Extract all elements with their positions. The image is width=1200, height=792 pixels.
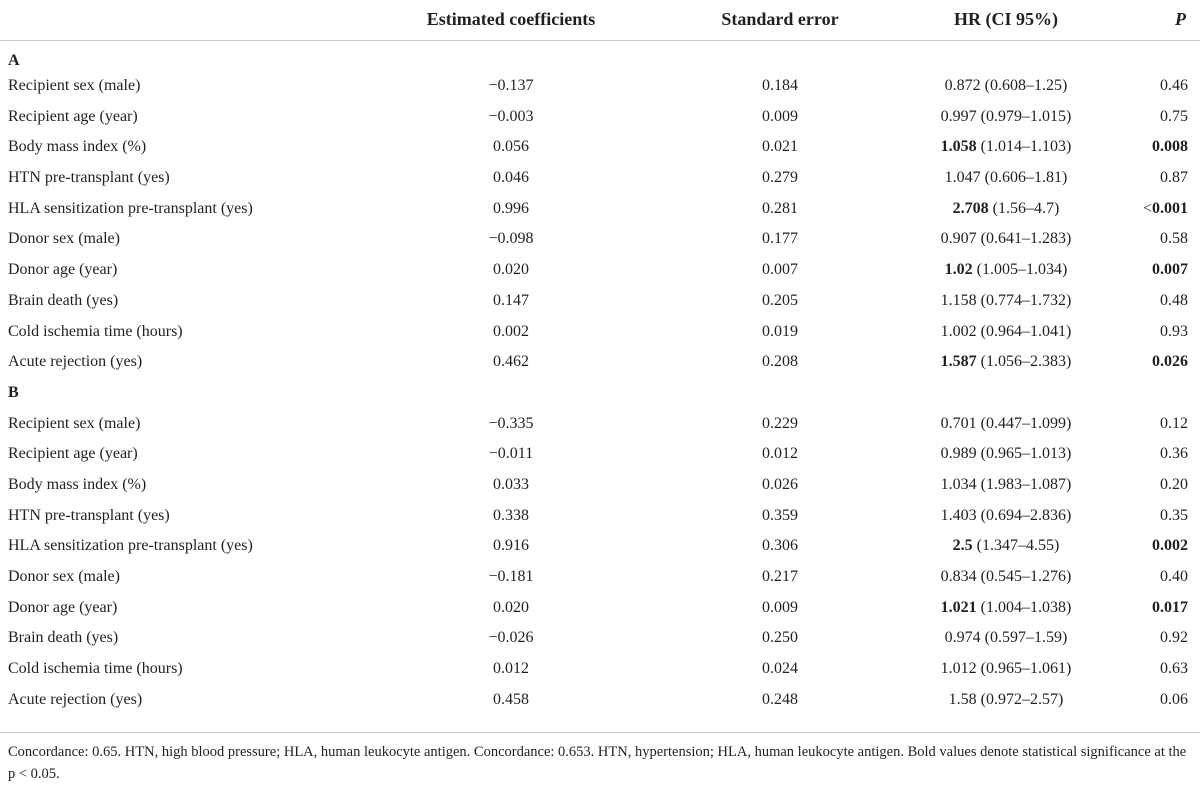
p-value-cell — [1122, 224, 1200, 255]
p-value-cell — [1122, 562, 1200, 593]
p-value: 0.06 — [1160, 690, 1188, 708]
p-value-cell — [1122, 101, 1200, 132]
table-row — [0, 623, 1200, 654]
table-row — [0, 286, 1200, 317]
p-value-cell — [1122, 193, 1200, 224]
p-value-prefix: < — [1142, 199, 1152, 217]
p-value: 0.12 — [1160, 414, 1188, 432]
standard-error-value: 0.019 — [762, 322, 798, 340]
hazard-ratio-point: 0.872 — [944, 77, 981, 95]
coefficient-value: −0.011 — [488, 445, 534, 463]
hazard-ratio-cell — [890, 562, 1122, 593]
standard-error-value: 0.007 — [762, 261, 798, 279]
hazard-ratio-point: 2.708 — [952, 199, 989, 217]
table-row — [0, 163, 1200, 194]
standard-error-value: 0.208 — [762, 353, 798, 371]
hazard-ratio-point: 1.034 — [940, 475, 977, 493]
p-value: 0.92 — [1160, 629, 1188, 647]
table-row — [0, 101, 1200, 132]
coefficient-value: −0.181 — [488, 568, 534, 586]
hazard-ratio-cell — [890, 500, 1122, 531]
table-row — [0, 500, 1200, 531]
coefficient-value: −0.026 — [488, 629, 534, 647]
standard-error-value: 0.281 — [762, 199, 798, 217]
hazard-ratio-point: 2.5 — [952, 537, 973, 555]
hazard-ratio-cell — [890, 531, 1122, 562]
variable-label: Brain death (yes) — [8, 291, 119, 309]
p-value: 0.20 — [1160, 475, 1188, 493]
variable-label: Brain death (yes) — [8, 629, 119, 647]
hazard-ratio-ci: (0.545–1.276) — [976, 568, 1072, 586]
section-row — [0, 40, 1200, 71]
standard-error-value: 0.217 — [762, 568, 798, 586]
hazard-ratio-cell — [890, 286, 1122, 317]
p-value: 0.35 — [1160, 506, 1188, 524]
table-row — [0, 531, 1200, 562]
standard-error-value: 0.279 — [762, 169, 798, 187]
hazard-ratio-ci: (1.56–4.7) — [988, 199, 1060, 217]
header-estimated-coefficients: Estimated coefficients — [352, 0, 670, 40]
hazard-ratio-cell — [890, 623, 1122, 654]
variable-label: Recipient age (year) — [8, 445, 138, 463]
p-value-cell — [1122, 684, 1200, 715]
p-value-cell — [1122, 408, 1200, 439]
p-value-cell — [1122, 347, 1200, 378]
hazard-ratio-cell — [890, 71, 1122, 102]
variable-label: Donor sex (male) — [8, 568, 120, 586]
table-row — [0, 255, 1200, 286]
standard-error-value: 0.009 — [762, 107, 798, 125]
hazard-ratio-ci: (0.979–1.015) — [976, 107, 1072, 125]
hazard-ratio-point: 0.974 — [944, 629, 981, 647]
hazard-ratio-point: 1.012 — [940, 660, 977, 678]
standard-error-value: 0.248 — [762, 690, 798, 708]
p-value-cell — [1122, 592, 1200, 623]
coefficient-value: 0.338 — [493, 506, 529, 524]
hazard-ratio-ci: (0.447–1.099) — [976, 414, 1072, 432]
coefficient-value: −0.137 — [488, 77, 534, 95]
hazard-ratio-cell — [890, 101, 1122, 132]
coefficient-value: −0.003 — [488, 107, 534, 125]
p-value: 0.46 — [1160, 77, 1188, 95]
hazard-ratio-cell — [890, 224, 1122, 255]
p-value: 0.001 — [1152, 199, 1188, 217]
hazard-ratio-ci: (0.972–2.57) — [976, 690, 1064, 708]
standard-error-value: 0.205 — [762, 291, 798, 309]
coefficient-value: 0.996 — [493, 199, 529, 217]
hazard-ratio-point: 0.989 — [940, 445, 977, 463]
coefficient-value: 0.056 — [493, 138, 529, 156]
coefficient-value: 0.033 — [493, 475, 529, 493]
hazard-ratio-point: 1.058 — [940, 138, 977, 156]
table-row — [0, 71, 1200, 102]
coefficient-value: −0.098 — [488, 230, 534, 248]
p-value: 0.017 — [1152, 598, 1188, 616]
hazard-ratio-ci: (1.005–1.034) — [972, 261, 1068, 279]
p-value: 0.87 — [1160, 169, 1188, 187]
hazard-ratio-cell — [890, 470, 1122, 501]
hazard-ratio-point: 1.02 — [944, 261, 973, 279]
p-value-cell — [1122, 71, 1200, 102]
standard-error-value: 0.012 — [762, 445, 798, 463]
variable-label: Donor age (year) — [8, 261, 118, 279]
hazard-ratio-point: 1.047 — [944, 169, 981, 187]
table-row — [0, 224, 1200, 255]
hazard-ratio-ci: (0.608–1.25) — [980, 77, 1068, 95]
p-value-cell — [1122, 132, 1200, 163]
standard-error-value: 0.229 — [762, 414, 798, 432]
section-label: A — [8, 51, 20, 69]
hazard-ratio-ci: (0.641–1.283) — [976, 230, 1072, 248]
hazard-ratio-cell — [890, 193, 1122, 224]
p-value-cell — [1122, 623, 1200, 654]
table-row — [0, 470, 1200, 501]
standard-error-value: 0.306 — [762, 537, 798, 555]
variable-label: Cold ischemia time (hours) — [8, 322, 183, 340]
p-value-cell — [1122, 286, 1200, 317]
p-value: 0.008 — [1152, 138, 1188, 156]
p-value-cell — [1122, 439, 1200, 470]
variable-label: Acute rejection (yes) — [8, 353, 143, 371]
p-value: 0.002 — [1152, 537, 1188, 555]
header-row — [0, 0, 1200, 40]
hazard-ratio-cell — [890, 684, 1122, 715]
variable-label: HLA sensitization pre-transplant (yes) — [8, 537, 253, 555]
table-row — [0, 562, 1200, 593]
variable-label: HTN pre-transplant (yes) — [8, 169, 170, 187]
p-value-cell — [1122, 654, 1200, 685]
p-value: 0.007 — [1152, 261, 1188, 279]
table-row — [0, 654, 1200, 685]
p-value: 0.63 — [1160, 660, 1188, 678]
variable-label: Recipient age (year) — [8, 107, 138, 125]
variable-label: HLA sensitization pre-transplant (yes) — [8, 199, 253, 217]
variable-label: Recipient sex (male) — [8, 77, 141, 95]
table-row — [0, 592, 1200, 623]
variable-label: Recipient sex (male) — [8, 414, 141, 432]
standard-error-value: 0.024 — [762, 660, 798, 678]
header-variable — [0, 0, 352, 40]
coefficient-value: 0.012 — [493, 660, 529, 678]
p-value: 0.58 — [1160, 230, 1188, 248]
p-value-cell — [1122, 470, 1200, 501]
header-hazard-ratio: HR (CI 95%) — [890, 0, 1122, 40]
hazard-ratio-cell — [890, 132, 1122, 163]
hazard-ratio-ci: (0.965–1.061) — [976, 660, 1072, 678]
hazard-ratio-ci: (1.014–1.103) — [976, 138, 1072, 156]
header-standard-error: Standard error — [670, 0, 890, 40]
standard-error-value: 0.250 — [762, 629, 798, 647]
hazard-ratio-cell — [890, 439, 1122, 470]
p-value-cell — [1122, 500, 1200, 531]
p-value: 0.48 — [1160, 291, 1188, 309]
hazard-ratio-ci: (1.004–1.038) — [976, 598, 1072, 616]
table-row — [0, 439, 1200, 470]
header-p-value: P — [1122, 0, 1200, 40]
hazard-ratio-point: 1.58 — [948, 690, 977, 708]
section-row — [0, 378, 1200, 409]
table-footnote: Concordance: 0.65. HTN, high blood pressure; HLA, human leukocyte antigen. Concordance: 0.653. HTN, hypertension; HLA, human leukocyte antigen. Bold values denote statistical significance at the p < 0.05. — [8, 744, 1187, 782]
hazard-ratio-ci: (0.965–1.013) — [976, 445, 1072, 463]
p-value: 0.75 — [1160, 107, 1188, 125]
coefficient-value: 0.002 — [493, 322, 529, 340]
hazard-ratio-point: 1.403 — [940, 506, 977, 524]
section-label: B — [8, 383, 19, 401]
coefficient-value: 0.462 — [493, 353, 529, 371]
table-row — [0, 316, 1200, 347]
hazard-ratio-point: 0.701 — [940, 414, 977, 432]
hazard-ratio-ci: (1.056–2.383) — [976, 353, 1072, 371]
table-row — [0, 193, 1200, 224]
p-value: 0.93 — [1160, 322, 1188, 340]
hazard-ratio-point: 1.002 — [940, 322, 977, 340]
hazard-ratio-point: 0.997 — [940, 107, 977, 125]
table-row — [0, 408, 1200, 439]
standard-error-value: 0.177 — [762, 230, 798, 248]
table-row — [0, 684, 1200, 715]
table-header — [0, 0, 1200, 40]
hazard-ratio-cell — [890, 408, 1122, 439]
hazard-ratio-cell — [890, 592, 1122, 623]
coefficient-value: 0.020 — [493, 598, 529, 616]
hazard-ratio-point: 1.158 — [940, 291, 977, 309]
table-body — [0, 40, 1200, 715]
hazard-ratio-ci: (0.964–1.041) — [976, 322, 1072, 340]
hazard-ratio-point: 0.907 — [940, 230, 977, 248]
variable-label: Body mass index (%) — [8, 138, 147, 156]
hazard-ratio-ci: (1.347–4.55) — [972, 537, 1060, 555]
hazard-ratio-point: 1.587 — [940, 353, 977, 371]
coefficient-value: 0.458 — [493, 690, 529, 708]
hazard-ratio-ci: (0.774–1.732) — [976, 291, 1072, 309]
hazard-ratio-point: 1.021 — [940, 598, 977, 616]
hazard-ratio-ci: (0.597–1.59) — [980, 629, 1068, 647]
p-value: 0.36 — [1160, 445, 1188, 463]
variable-label: Body mass index (%) — [8, 475, 147, 493]
hazard-ratio-cell — [890, 347, 1122, 378]
coefficient-value: 0.046 — [493, 169, 529, 187]
p-value-cell — [1122, 316, 1200, 347]
standard-error-value: 0.021 — [762, 138, 798, 156]
variable-label: HTN pre-transplant (yes) — [8, 506, 170, 524]
coefficient-value: 0.147 — [493, 291, 529, 309]
hazard-ratio-ci: (1.983–1.087) — [976, 475, 1072, 493]
variable-label: Acute rejection (yes) — [8, 690, 143, 708]
p-value-cell — [1122, 163, 1200, 194]
coefficient-value: −0.335 — [488, 414, 534, 432]
p-value-cell — [1122, 531, 1200, 562]
hazard-ratio-ci: (0.606–1.81) — [980, 169, 1068, 187]
coefficient-value: 0.916 — [493, 537, 529, 555]
hazard-ratio-point: 0.834 — [940, 568, 977, 586]
standard-error-value: 0.184 — [762, 77, 798, 95]
standard-error-value: 0.009 — [762, 598, 798, 616]
coefficient-value: 0.020 — [493, 261, 529, 279]
hazard-ratio-ci: (0.694–2.836) — [976, 506, 1072, 524]
variable-label: Donor sex (male) — [8, 230, 120, 248]
footnote-divider — [0, 732, 1200, 733]
variable-label: Donor age (year) — [8, 598, 118, 616]
p-value-cell — [1122, 255, 1200, 286]
standard-error-value: 0.359 — [762, 506, 798, 524]
p-value: 0.026 — [1152, 353, 1188, 371]
hazard-ratio-cell — [890, 255, 1122, 286]
variable-label: Cold ischemia time (hours) — [8, 660, 183, 678]
hazard-ratio-cell — [890, 654, 1122, 685]
p-value: 0.40 — [1160, 568, 1188, 586]
hazard-ratio-cell — [890, 316, 1122, 347]
table-row — [0, 132, 1200, 163]
hazard-ratio-cell — [890, 163, 1122, 194]
standard-error-value: 0.026 — [762, 475, 798, 493]
table-row — [0, 347, 1200, 378]
